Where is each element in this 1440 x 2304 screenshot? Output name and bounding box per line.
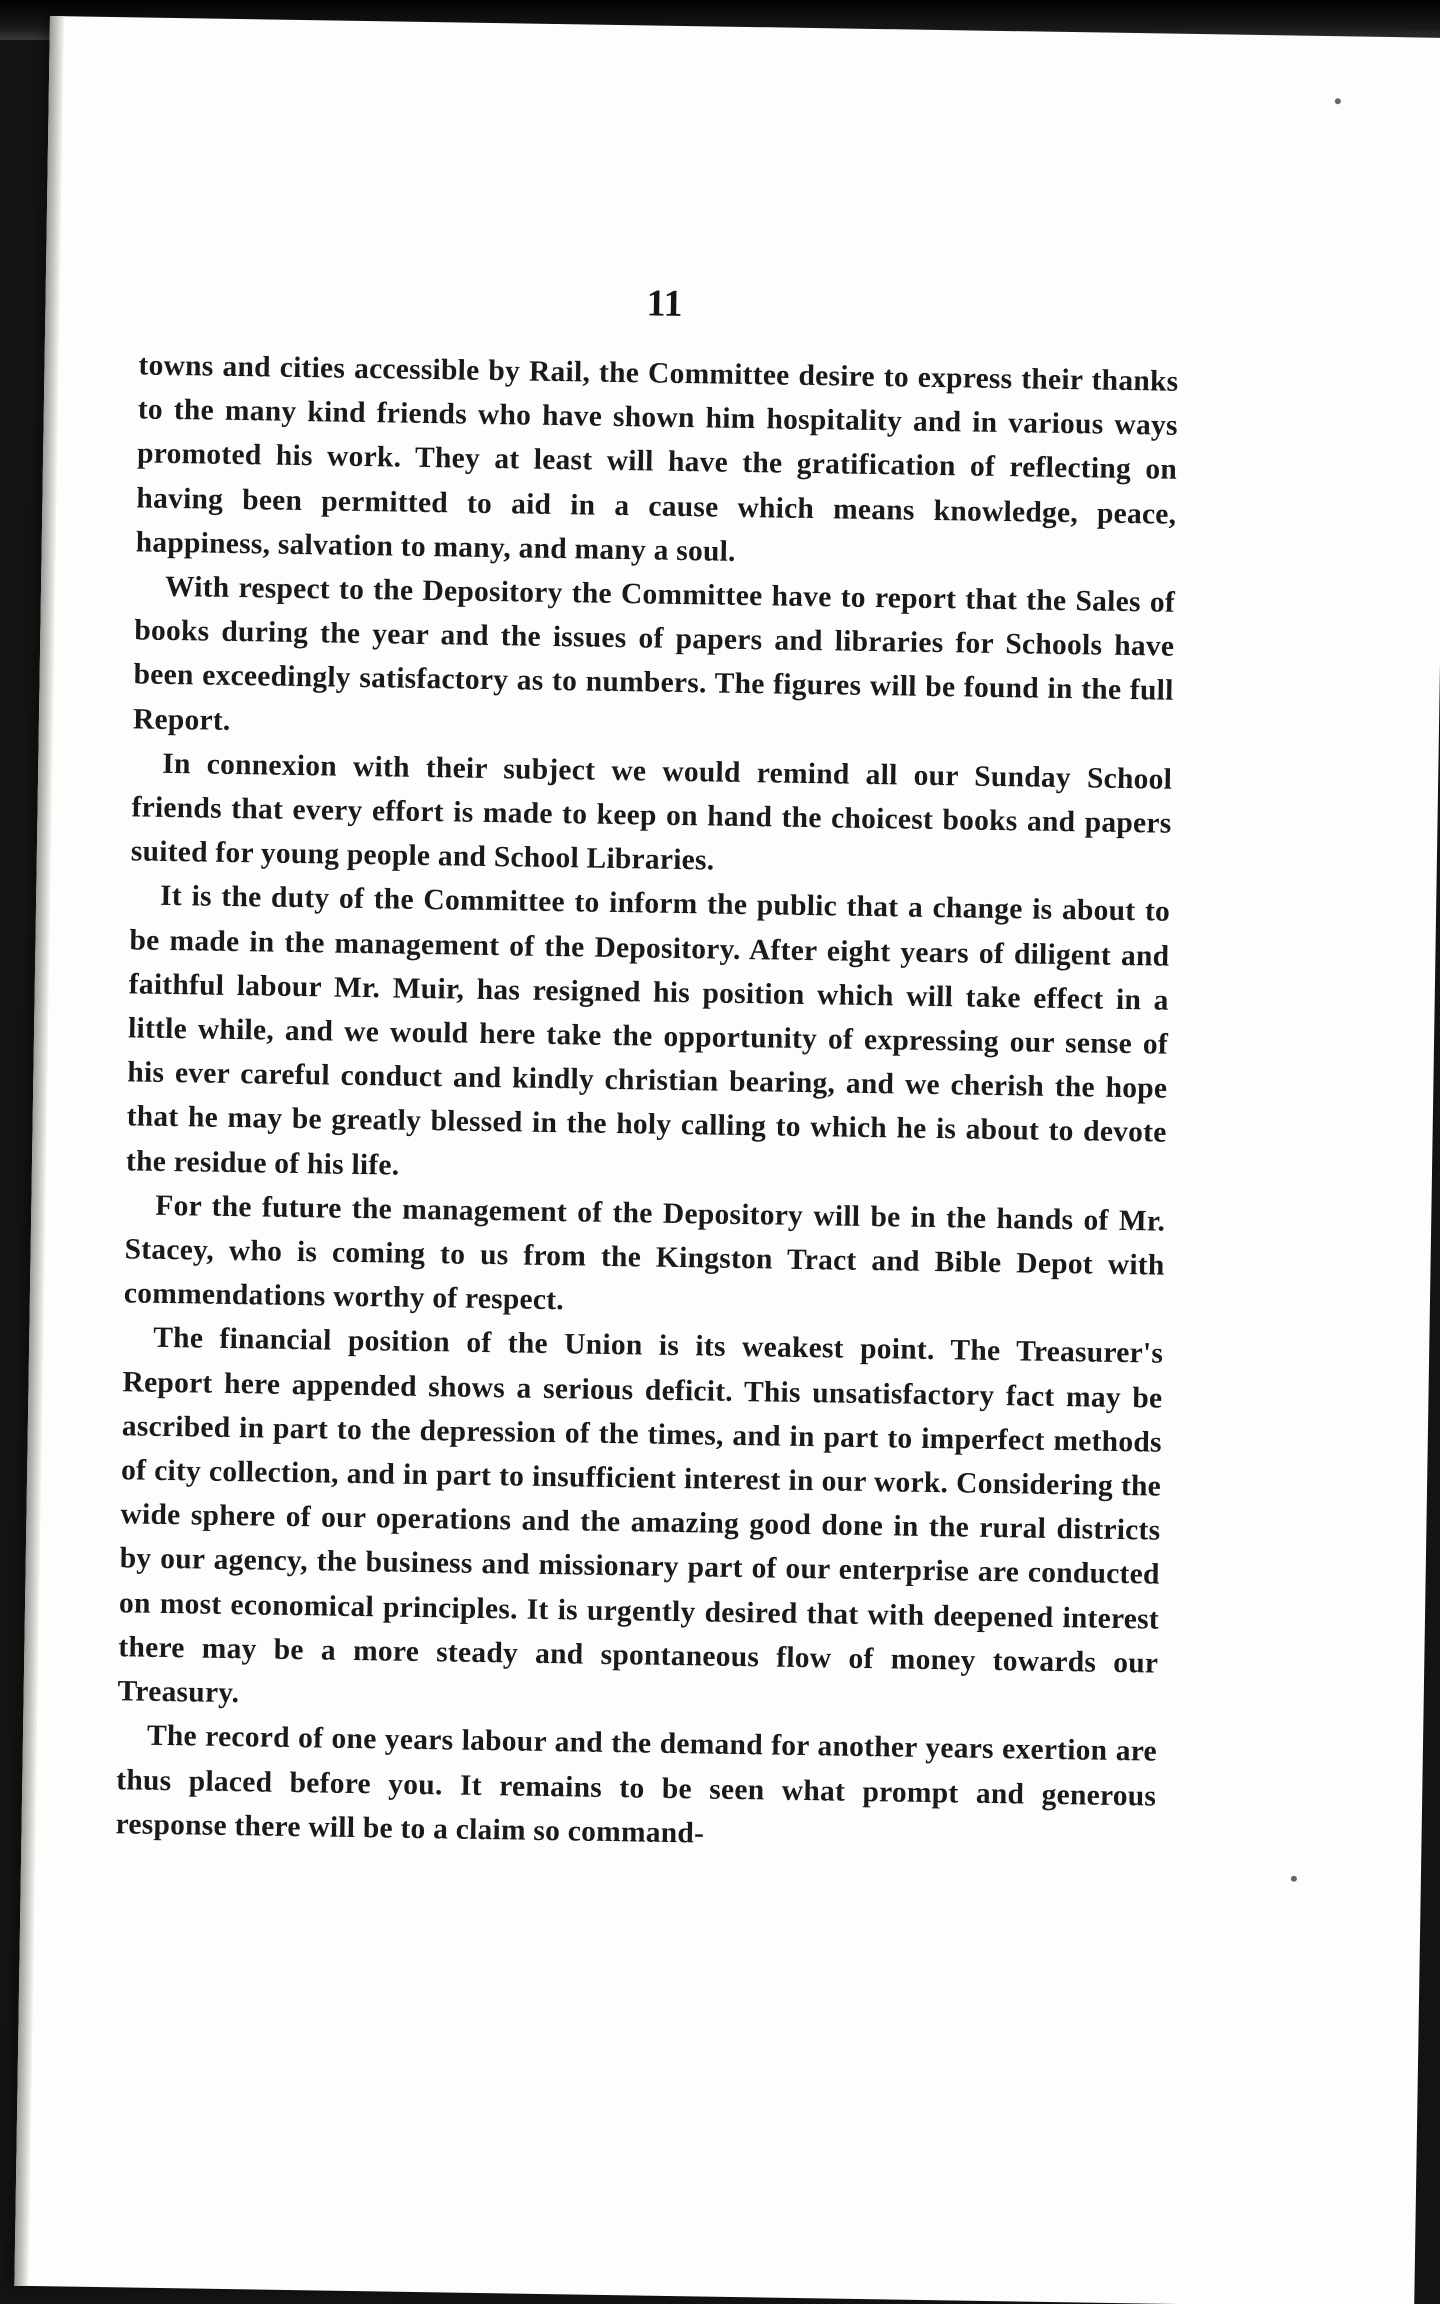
page-number: 11 (646, 282, 683, 325)
paragraph-closing: The record of one years labour and the demand for another years exertion are thus placed before you. It remains to be seen what prompt and generous response there will be to a claim so command- (115, 1720, 1158, 1850)
book-page (14, 16, 1440, 2304)
page-spine-shadow (14, 16, 64, 2286)
scan-speck (1291, 1876, 1297, 1882)
paragraph-sunday-school: In connexion with their subject we would remind all our Sunday School friends that every effort is made to keep on hand the choicest books and papers suited for young people and School Libraries. (130, 747, 1173, 877)
paragraph-mr-stacey: For the future the management of the Depository will be in the hands of Mr. Stacey, who is coming to us from the Kingston Tract and Bible Depot with commendations worthy of respect. (123, 1189, 1166, 1317)
paragraph-continued: towns and cities accessible by Rail, the Committee desire to express their thanks to the many kind friends who have shown him hospitality and in various ways promoted his work. They at least will have the gratification of reflecting on having been permitted to aid in a cause which means knowledge, peace, happiness, salvation to many, and many a soul. (135, 349, 1179, 568)
body-text (115, 343, 1178, 1862)
paragraph-financial-position: The financial position of the Union is its weakest point. The Treasurer's Report here appended shows a serious deficit. This unsatisfactory fact may be ascribed in part to the depression of the times, and in part to imperfect methods of city collection, and in part to insufficient interest in our work. Considering the wide sphere of our operations and the amazing good done in the rural districts by our agency, the business and missionary part of our enterprise are conducted on most economical principles. It is urgently desired that with deepened interest there may be a more steady and spontaneous flow of money towards our Treasury. (117, 1322, 1164, 1710)
paragraph-management-change: It is the duty of the Committee to inform the public that a change is about to be made in the management of the Depository. After eight years of diligent and faithful labour Mr. Muir, has resigned his position which will take effect in a little while, and we would here take the opportunity of expressing our sense of his ever careful conduct and kindly christian bearing, and we cherish the hope that he may be greatly blessed in the holy calling to which he is about to devote the residue of his life. (125, 880, 1171, 1182)
scan-speck (1335, 98, 1341, 104)
paragraph-depository: With respect to the Depository the Committee have to report that the Sales of books during the year and the issues of papers and libraries for Schools have been exceedingly satisfactory as to numbers. The figures will be found in the full Report. (132, 570, 1176, 737)
